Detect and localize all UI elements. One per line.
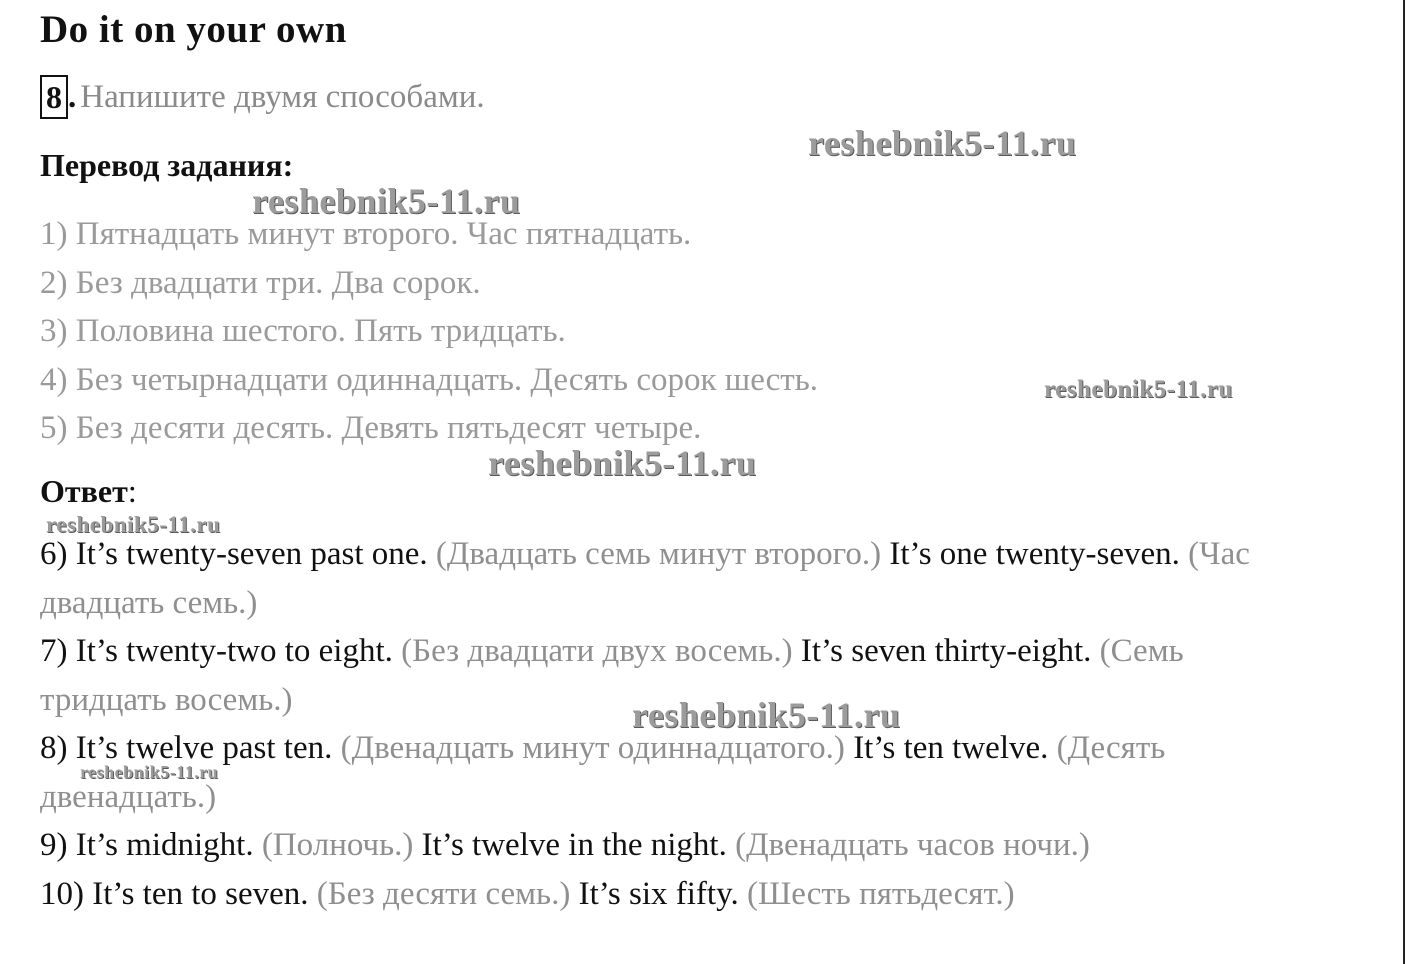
- translation-item: 2) Без двадцати три. Два сорок.: [40, 264, 481, 301]
- answer-english-2: It’s six fifty.: [578, 875, 739, 912]
- translation-item: 1) Пятнадцать минут второго. Час пятнадцать.: [40, 216, 692, 252]
- answer-russian-2: (Двенадцать часов ночи.): [735, 827, 1090, 863]
- watermark: reshebnik5-11.ru: [808, 123, 1077, 163]
- answer-english-2: It’s twelve in the night.: [421, 827, 727, 863]
- answer-english-1: 9) It’s midnight.: [40, 827, 254, 863]
- answer-heading-colon: :: [127, 473, 137, 509]
- answer-item: [40, 821, 1310, 870]
- task-header: [40, 74, 485, 120]
- watermark: reshebnik5-11.ru: [632, 695, 901, 735]
- answer-russian-1: (Без двадцати двух восемь.): [401, 633, 793, 669]
- answer-english-1: 6) It’s twenty-seven past one.: [40, 536, 428, 572]
- answer-heading-row: [40, 472, 137, 510]
- translation-item: 5) Без десяти десять. Девять пятьдесят четыре.: [40, 410, 702, 446]
- answer-russian-2: (Семь тридцать восемь.): [40, 633, 1184, 718]
- task-number-box: 8: [40, 75, 68, 119]
- answer-item: [40, 870, 1310, 919]
- task-instruction: Напишите двумя способами.: [80, 78, 485, 115]
- translation-item: 3) Половина шестого. Пять тридцать.: [40, 313, 566, 349]
- answer-russian-2: (Шесть пятьдесят.): [746, 875, 1015, 912]
- answer-russian-1: (Двадцать семь минут второго.): [435, 536, 882, 572]
- answer-russian-1: (Двенадцать минут одиннадцатого.): [340, 730, 845, 766]
- answer-russian-2: (Час двадцать семь.): [40, 536, 1250, 621]
- answer-heading: Ответ: [40, 473, 128, 509]
- answer-english-1: 10) It’s ten to seven.: [40, 875, 309, 912]
- answer-english-2: It’s seven thirty-eight.: [800, 633, 1092, 669]
- watermark: reshebnik5-11.ru: [1044, 376, 1233, 403]
- task-number-dot: .: [68, 78, 77, 115]
- answer-russian-1: (Без десяти семь.): [316, 875, 571, 912]
- translation-item: 4) Без четырнадцати одиннадцать. Десять сорок шесть.: [40, 361, 819, 398]
- watermark: reshebnik5-11.ru: [46, 512, 221, 537]
- page-title: Do it on your own: [40, 8, 347, 51]
- translation-list: [40, 210, 818, 453]
- answer-russian-2: (Десять двенадцать.): [40, 730, 1166, 815]
- answer-english-1: 7) It’s twenty-two to eight.: [40, 633, 393, 669]
- watermark: reshebnik5-11.ru: [252, 181, 521, 221]
- translation-heading: Перевод задания:: [40, 147, 294, 183]
- answer-english-2: It’s one twenty-seven.: [889, 536, 1180, 572]
- answer-russian-1: (Полночь.): [261, 827, 414, 863]
- answer-item: [40, 724, 1310, 821]
- answer-item: [40, 530, 1310, 627]
- answer-english-2: It’s ten twelve.: [853, 730, 1049, 766]
- answer-english-1: 8) It’s twelve past ten.: [40, 730, 333, 766]
- watermark: reshebnik5-11.ru: [80, 762, 219, 782]
- watermark: reshebnik5-11.ru: [488, 443, 757, 483]
